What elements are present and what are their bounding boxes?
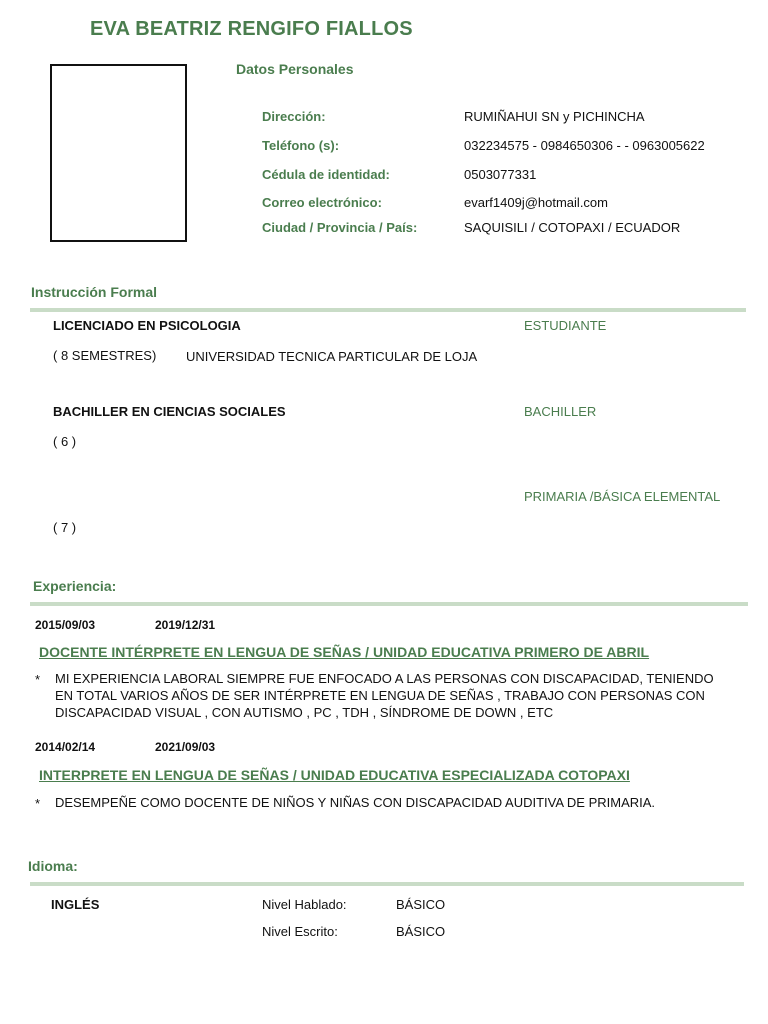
address-label: Dirección:	[262, 109, 326, 124]
job-start-date: 2014/02/14	[35, 740, 96, 754]
job-description: DESEMPEÑE COMO DOCENTE DE NIÑOS Y NIÑAS CON DISCAPACIDAD AUDITIVA DE PRIMARIA.	[55, 795, 656, 810]
education-status: ESTUDIANTE	[524, 318, 607, 333]
job-title: INTERPRETE EN LENGUA DE SEÑAS / UNIDAD EDUCATIVA ESPECIALIZADA COTOPAXI	[39, 767, 630, 783]
location-label: Ciudad / Provincia / País:	[262, 220, 418, 235]
education-institution: UNIVERSIDAD TECNICA PARTICULAR DE LOJA	[186, 349, 478, 364]
job-title: DOCENTE INTÉRPRETE EN LENGUA DE SEÑAS / UNIDAD EDUCATIVA PRIMERO DE ABRIL	[39, 644, 650, 660]
person-name: EVA BEATRIZ RENGIFO FIALLOS	[90, 18, 413, 40]
bullet-marker: *	[35, 672, 41, 687]
spoken-level-label: Nivel Hablado:	[262, 897, 347, 912]
job-end-date: 2021/09/03	[155, 740, 216, 754]
job-description: MI EXPERIENCIA LABORAL SIEMPRE FUE ENFOCADO A LAS PERSONAS CON DISCAPACIDAD, TENIENDO EN TOTAL VARIOS AÑOS DE SER INTÉRPRETE EN LENGUA DE SEÑAS , TRABAJO CON PERSONAS CON DISCAPACIDAD VISUAL , CON AUTISMO , PC , TDH , SÍNDROME DE DOWN , ETC	[55, 671, 714, 720]
written-level-value: BÁSICO	[396, 924, 446, 939]
phone-value: 032234575 - 0984650306 - - 0963005622	[464, 138, 705, 153]
experience-divider	[30, 602, 748, 606]
spoken-level-value: BÁSICO	[396, 897, 446, 912]
education-divider	[30, 308, 746, 312]
phone-label: Teléfono (s):	[262, 138, 340, 153]
education-heading: Instrucción Formal	[31, 284, 158, 300]
education-status: BACHILLER	[524, 404, 597, 419]
education-degree: BACHILLER EN CIENCIAS SOCIALES	[53, 404, 286, 419]
email-label: Correo electrónico:	[262, 195, 382, 210]
job-start-date: 2015/09/03	[35, 618, 96, 632]
education-duration: ( 7 )	[53, 520, 77, 535]
photo-placeholder	[50, 64, 187, 242]
address-value: RUMIÑAHUI SN y PICHINCHA	[464, 109, 645, 124]
language-name: INGLÉS	[51, 897, 100, 912]
location-value: SAQUISILI / COTOPAXI / ECUADOR	[464, 220, 681, 235]
language-heading: Idioma:	[28, 858, 78, 874]
language-divider	[30, 882, 744, 886]
experience-heading: Experiencia:	[33, 578, 117, 594]
email-value: evarf1409j@hotmail.com	[464, 195, 608, 210]
id-label: Cédula de identidad:	[262, 167, 390, 182]
written-level-label: Nivel Escrito:	[262, 924, 338, 939]
education-duration: ( 6 )	[53, 434, 77, 449]
job-end-date: 2019/12/31	[155, 618, 216, 632]
personal-data-heading: Datos Personales	[236, 61, 354, 77]
education-duration: ( 8 SEMESTRES)	[53, 348, 157, 363]
bullet-marker: *	[35, 796, 41, 811]
education-status: PRIMARIA /BÁSICA ELEMENTAL	[524, 489, 721, 504]
id-value: 0503077331	[464, 167, 537, 182]
education-degree: LICENCIADO EN PSICOLOGIA	[53, 318, 241, 333]
